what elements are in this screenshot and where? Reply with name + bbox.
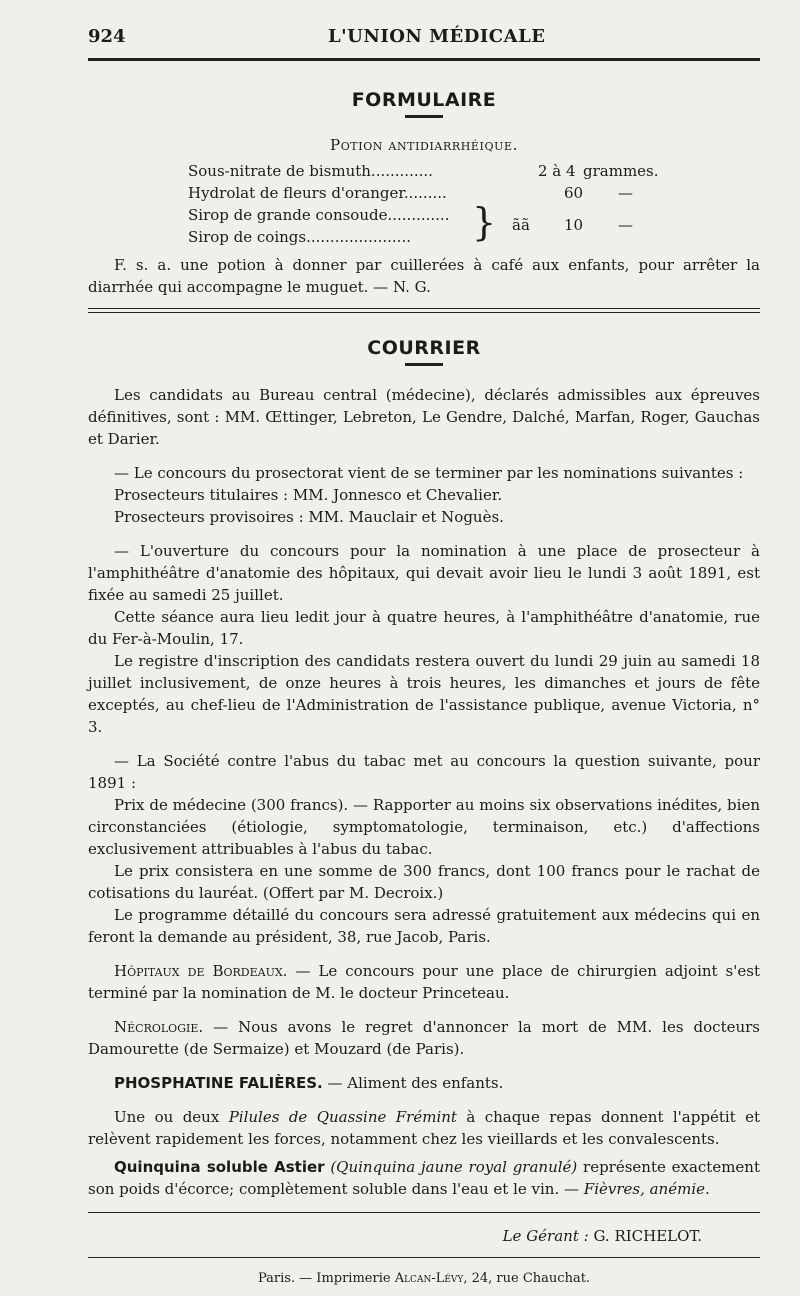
quassine-name: Pilules de Quassine Frémint <box>228 1108 457 1126</box>
gerant-name: G. RICHELOT. <box>588 1227 702 1245</box>
courrier-paragraph: Le programme détaillé du concours sera adressé gratuitement aux médecins qui en feront la demande au président, 38, rue Jacob, Paris. <box>88 906 760 946</box>
potion-title: Potion antidiarrhéique. <box>330 136 518 154</box>
courrier-paragraph: Le registre d'inscription des candidats restera ouvert du lundi 29 juin au samedi 18 juillet inclusivement, de onze heures à trois heures, les dimanches et jours de fête exceptés, au chef-lieu de l'Administration de l'assistance publique, avenue Victoria, n° 3. <box>88 652 760 736</box>
ingredient-list <box>88 160 760 248</box>
gerant-signature <box>88 1225 702 1247</box>
phosphatine-ad: PHOSPHATINE FALIÈRES. — Aliment des enfants. <box>114 1074 504 1092</box>
courrier-paragraph: Les candidats au Bureau central (médecine), déclarés admissibles aux épreuves définitives, sont : MM. Œttinger, Lebreton, Le Gendre, Dalché, Marfan, Roger, Gauchas et Darier. <box>88 386 760 448</box>
shared-unit: — <box>618 216 633 234</box>
courrier-title: COURRIER <box>367 337 481 359</box>
necrologie-label: Nécrologie. <box>114 1018 204 1036</box>
courrier-paragraph: — L'ouverture du concours pour la nomination à une place de prosecteur à l'amphithéâtre d'anatomie des hôpitaux, qui devait avoir lieu le lundi 3 août 1891, est fixée au samedi 25 juillet. <box>88 542 760 604</box>
phosphatine-name: PHOSPHATINE FALIÈRES. <box>114 1074 323 1092</box>
courrier-paragraph: Prosecteurs provisoires : MM. Mauclair et Noguès. <box>114 508 504 526</box>
courrier-paragraph: Prix de médecine (300 francs). — Rapporter au moins six observations inédites, bien circonstanciées (étiologie, symptomatologie, terminaison, etc.) d'affections exclusivement attribuables à l'abus du tabac. <box>88 796 760 858</box>
printer-line: Paris. — Imprimerie Alcan-Lévy, 24, rue Chauchat. <box>257 1271 591 1286</box>
shared-amount: 10 <box>564 216 584 234</box>
necrologie-notice: Nécrologie. — Nous avons le regret d'annoncer la mort de MM. les docteurs Damourette (de Sermaize) et Mouzard (de Paris). <box>88 1018 760 1058</box>
quinquina-ad: Quinquina soluble Astier (Quinquina jaune royal granulé) représente exactement son poids d'écorce; complètement soluble dans l'eau et le vin. — Fièvres, anémie. <box>88 1158 760 1198</box>
ingredient-row: Sous-nitrate de bismuth............. 2 à 4 grammes. <box>188 162 659 180</box>
courrier-paragraph: Cette séance aura lieu ledit jour à quatre heures, à l'amphithéâtre d'anatomie, rue du Fer-à-Moulin, 17. <box>88 608 760 648</box>
formulaire-title-rule <box>405 115 443 118</box>
potion-instructions: F. s. a. une potion à donner par cuillerées à café aux enfants, pour arrêter la diarrhée qui accompagne le muguet. — N. G. <box>88 256 760 296</box>
section-rule-top <box>88 308 760 309</box>
page-number: 924 <box>88 26 126 47</box>
bordeaux-label: Hôpitaux de Bordeaux. <box>114 962 288 980</box>
printer-rule <box>88 1257 760 1258</box>
ingredient-row: Sirop de coings...................... <box>188 228 411 246</box>
journal-title: L'UNION MÉDICALE <box>328 26 546 47</box>
page-header <box>88 26 760 52</box>
ingredient-row: Hydrolat de fleurs d'oranger......... 60 — <box>188 184 633 202</box>
ingredient-brace: } <box>472 200 497 244</box>
courrier-paragraph: Prosecteurs titulaires : MM. Jonnesco et Chevalier. <box>114 486 503 504</box>
gerant-label: Le Gérant : <box>502 1227 589 1245</box>
footer-rule <box>88 1212 760 1213</box>
quassine-ad: Une ou deux Pilules de Quassine Frémint à chaque repas donnent l'appétit et relèvent rapidement les forces, notamment chez les vieillards et les convalescents. <box>88 1108 760 1148</box>
bordeaux-notice: Hôpitaux de Bordeaux. — Le concours pour une place de chirurgien adjoint s'est terminé par la nomination de M. le docteur Princeteau. <box>88 962 760 1002</box>
courrier-paragraph: — Le concours du prosectorat vient de se terminer par les nominations suivantes : <box>114 464 744 482</box>
shared-qty: ãã <box>512 216 530 234</box>
courrier-paragraph: Le prix consistera en une somme de 300 francs, dont 100 francs pour le rachat de cotisations du lauréat. (Offert par M. Decroix.) <box>88 862 760 902</box>
formulaire-title: FORMULAIRE <box>351 89 497 111</box>
quinquina-name: Quinquina soluble Astier <box>114 1158 325 1176</box>
courrier-paragraph: — La Société contre l'abus du tabac met au concours la question suivante, pour 1891 : <box>88 752 760 792</box>
ingredient-row: Sirop de grande consoude............. <box>188 206 450 224</box>
